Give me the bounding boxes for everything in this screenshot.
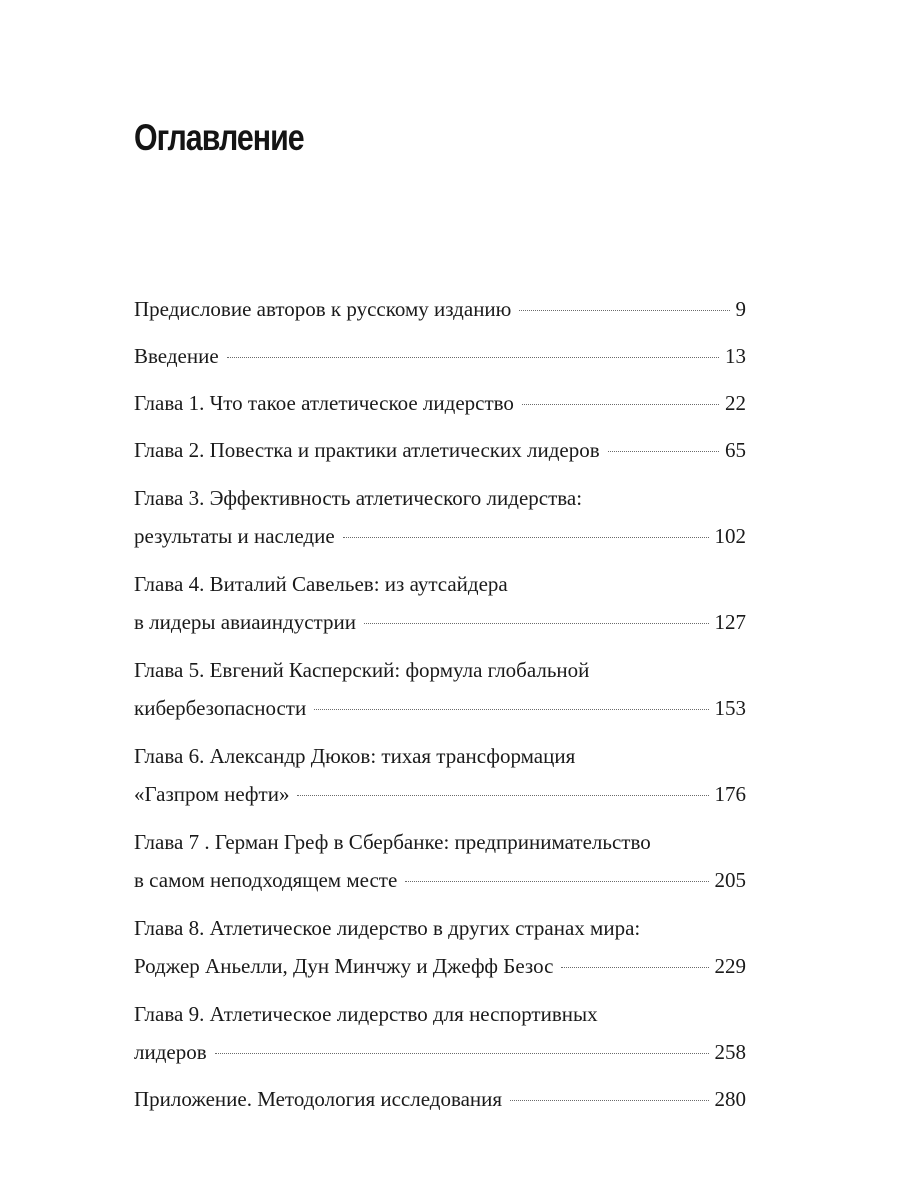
toc-entry-title-line: «Газпром нефти» bbox=[134, 782, 290, 806]
page-title: Оглавление bbox=[134, 117, 304, 158]
toc-entry-title-line: Глава 9. Атлетическое лидерство для неспортивных bbox=[134, 1002, 598, 1026]
toc-entry[interactable] bbox=[134, 651, 746, 727]
toc-entry[interactable] bbox=[134, 479, 746, 555]
toc-entry-title-line: лидеров bbox=[134, 1040, 207, 1064]
dot-leader bbox=[215, 1053, 709, 1054]
dot-leader bbox=[519, 310, 729, 311]
dot-leader bbox=[364, 623, 709, 624]
table-of-contents bbox=[134, 290, 746, 1118]
toc-entry[interactable] bbox=[134, 995, 746, 1071]
toc-entry-title-line: в лидеры авиаиндустрии bbox=[134, 610, 356, 634]
dot-leader bbox=[343, 537, 709, 538]
toc-entry-title-line: Глава 1. Что такое атлетическое лидерство bbox=[134, 391, 514, 415]
toc-entry-title-line: Глава 7 . Герман Греф в Сбербанке: предпринимательство bbox=[134, 830, 651, 854]
dot-leader bbox=[227, 357, 719, 358]
toc-entry-title-line: Глава 6. Александр Дюков: тихая трансформация bbox=[134, 744, 576, 768]
toc-entry[interactable] bbox=[134, 737, 746, 813]
dot-leader bbox=[510, 1100, 708, 1101]
toc-page-number: 229 bbox=[714, 954, 746, 978]
toc-page-number: 102 bbox=[714, 524, 746, 548]
dot-leader bbox=[522, 404, 719, 405]
toc-entry[interactable] bbox=[134, 565, 746, 641]
toc-entry-title-line: Роджер Аньелли, Дун Минчжу и Джефф Безос bbox=[134, 954, 554, 978]
toc-page-number: 127 bbox=[714, 610, 746, 634]
toc-page-number: 65 bbox=[725, 438, 746, 462]
toc-entry[interactable] bbox=[134, 909, 746, 985]
toc-entry[interactable] bbox=[134, 337, 746, 375]
toc-entry[interactable] bbox=[134, 384, 746, 422]
toc-entry-title-line: Глава 4. Виталий Савельев: из аутсайдера bbox=[134, 572, 508, 596]
toc-entry[interactable] bbox=[134, 1080, 746, 1118]
toc-entry-title-line: Предисловие авторов к русскому изданию bbox=[134, 297, 512, 321]
toc-page-number: 176 bbox=[714, 782, 746, 806]
toc-entry-title-line: Приложение. Методология исследования bbox=[134, 1087, 503, 1111]
toc-entry-title-line: кибербезопасности bbox=[134, 696, 307, 720]
toc-entry-title-line: Глава 2. Повестка и практики атлетических лидеров bbox=[134, 438, 600, 462]
toc-entry-title-line: результаты и наследие bbox=[134, 524, 335, 548]
dot-leader bbox=[608, 451, 719, 452]
toc-page-number: 153 bbox=[714, 696, 746, 720]
toc-entry[interactable] bbox=[134, 290, 746, 328]
toc-page-number: 9 bbox=[735, 297, 746, 321]
toc-page-number: 205 bbox=[714, 868, 746, 892]
toc-page-number: 22 bbox=[725, 391, 746, 415]
toc-page-number: 13 bbox=[725, 344, 746, 368]
dot-leader bbox=[314, 709, 708, 710]
toc-entry-title-line: Глава 5. Евгений Касперский: формула глобальной bbox=[134, 658, 590, 682]
toc-entry-title-line: в самом неподходящем месте bbox=[134, 868, 398, 892]
toc-entry[interactable] bbox=[134, 823, 746, 899]
toc-entry-title-line: Глава 3. Эффективность атлетического лидерства: bbox=[134, 486, 583, 510]
dot-leader bbox=[297, 795, 708, 796]
toc-entry[interactable] bbox=[134, 431, 746, 469]
toc-page-number: 280 bbox=[714, 1087, 746, 1111]
dot-leader bbox=[405, 881, 708, 882]
dot-leader bbox=[561, 967, 708, 968]
toc-page-number: 258 bbox=[714, 1040, 746, 1064]
toc-entry-title-line: Глава 8. Атлетическое лидерство в других странах мира: bbox=[134, 916, 641, 940]
toc-entry-title-line: Введение bbox=[134, 344, 219, 368]
